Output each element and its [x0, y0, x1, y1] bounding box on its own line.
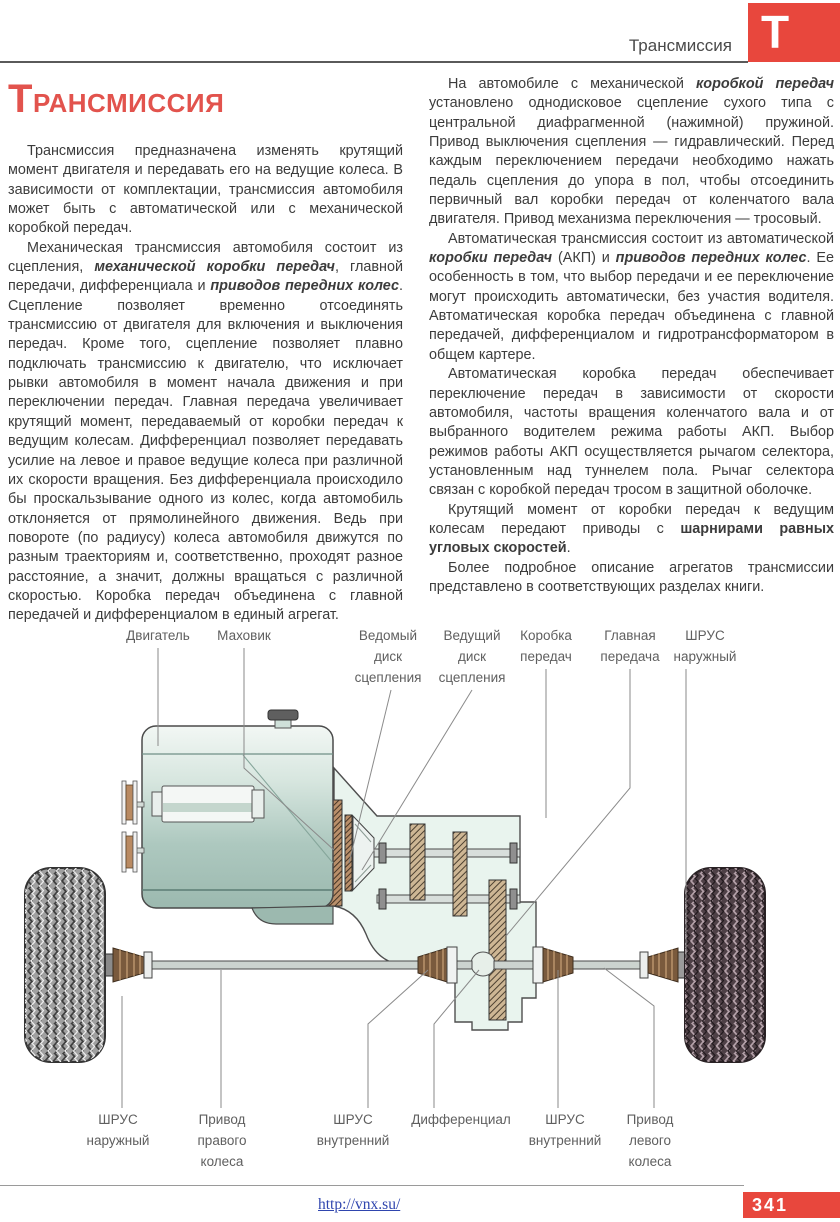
- footer-url-link[interactable]: http://vnx.su/: [318, 1196, 401, 1213]
- diagram-label: ШРУС: [98, 1112, 138, 1127]
- left-column: [8, 142, 403, 626]
- diagram-label: Двигатель: [126, 628, 190, 643]
- drive-flange: [447, 947, 457, 983]
- diagram-label: правого: [197, 1133, 247, 1148]
- diagram-label: Привод: [626, 1112, 674, 1127]
- gearbox-gear: [410, 824, 425, 900]
- diagram-label: наружный: [86, 1133, 150, 1148]
- engine: [122, 710, 333, 924]
- header-section-title: Трансмиссия: [628, 36, 732, 55]
- diagram-label: ШРУС: [333, 1112, 373, 1127]
- diagram-label: внутренний: [528, 1133, 602, 1148]
- diagram-label: Ведущий: [443, 628, 501, 643]
- diagram-label: левого: [628, 1133, 672, 1148]
- diagram-label: диск: [457, 649, 487, 664]
- diagram-label: внутренний: [316, 1133, 390, 1148]
- diagram-label: Главная: [604, 628, 656, 643]
- oil-filler-cap: [268, 710, 298, 720]
- diagram-label: наружный: [673, 649, 737, 664]
- header-rule: [0, 61, 748, 63]
- diagram-label: Дифференциал: [411, 1112, 511, 1127]
- diagram-label: передач: [520, 649, 572, 664]
- axle-shaft-right-wheel: [150, 961, 420, 969]
- drive-flange: [144, 952, 152, 978]
- diagram-label: Ведомый: [358, 628, 418, 643]
- diagram-label: передача: [600, 649, 660, 664]
- diagram-label: Коробка: [520, 628, 572, 643]
- final-drive-gear: [489, 880, 506, 1020]
- paragraph: Автоматическая коробка передач обеспечивает переключение передач в зависимости от скорости автомобиля, частоты вращения коленчатого вала и от выбранного водителем режима работы АКП. Выбор режимов работы АКП осуществляется рычагом селектора, установленным над туннелем пола. Рычаг селектора связан с коробкой передач тросом в защитной оболочке.: [429, 366, 834, 499]
- paragraph: Крутящий момент от коробки передач к ведущим колесам передают приводы с шарнирами равных угловых скоростей.: [429, 501, 834, 557]
- tire-right: [685, 868, 765, 1062]
- right-column: [429, 75, 834, 597]
- drive-flange: [640, 952, 648, 978]
- crank-pulleys: [122, 781, 137, 872]
- paragraph: Более подробное описание агрегатов трансмиссии представлено в соответствующих разделах книги.: [429, 559, 834, 595]
- paragraph: Автоматическая трансмиссия состоит из автоматической коробки передач (АКП) и приводов передних колес. Ее особенность в том, что выбор передачи и ее переключение могут происходить автоматически, без участия водителя. Автоматическая коробка передач объединена с главной передачей, дифференциалом и гидротрансформатором в общем картере.: [429, 230, 834, 363]
- drive-flange: [533, 947, 543, 983]
- diagram-label: диск: [373, 649, 403, 664]
- page-title: ТРАНСМИССИЯ: [8, 77, 225, 121]
- diagram-bottom-labels: [87, 1112, 674, 1169]
- diagram-label: Маховик: [217, 628, 271, 643]
- diagram-label: сцепления: [354, 670, 422, 685]
- drivetrain-diagram: [0, 618, 840, 1178]
- starter-cylinder: [152, 786, 264, 822]
- tire-left: [25, 868, 105, 1062]
- page-number-badge: 341: [743, 1192, 840, 1218]
- paragraph: Механическая трансмиссия автомобиля состоит из сцепления, механической коробки передач, главной передачи, дифференциала и приводов передних колес. Сцепление позволяет временно отсоединять трансмиссию от двигателя для включения и выключения передач. Кроме того, сцепление позволяет плавно подключать трансмиссию к двигателю, что исключает рывки автомобиля в момент начала движения и при переключении передач. Главная передача увеличивает крутящий момент, передаваемый от коробки передач к ведущим колесам. Дифференциал позволяет передавать усилие на левое и правое ведущие колеса при различной их скорости вращения. Без дифференциала происходило бы проскальзывание одного из колес, когда автомобиль отклоняется от прямолинейного движения. Ведь при повороте (по радиусу) колеса автомобиля движутся по разным траекториям и, соответственно, проходят разное расстояние, а значит, должны вращаться с различной скоростью. Коробка передач объединена с главной передачей и дифференциалом в единый агрегат.: [8, 239, 404, 624]
- differential-ball: [471, 952, 495, 976]
- diagram-label: ШРУС: [545, 1112, 585, 1127]
- cv-boot-outer-left: [113, 948, 144, 982]
- diagram-label: Привод: [198, 1112, 246, 1127]
- footer-rule: [0, 1185, 744, 1186]
- diagram-label: ШРУС: [685, 628, 725, 643]
- diagram-label: сцепления: [438, 670, 506, 685]
- diagram-top-labels: [126, 628, 736, 685]
- section-index-tab: Т: [748, 3, 840, 62]
- paragraph: Трансмиссия предназначена изменять крутящий момент двигателя и передавать его на ведущие колеса. В зависимости от комплектации, трансмиссия автомобиля может быть с автоматической или с механической коробкой передач.: [8, 143, 403, 237]
- paragraph: На автомобиле с механической коробкой передач установлено однодисковое сцепление сухого типа с центральной диафрагменной (нажимной) пружиной. Привод выключения сцепления — гидравлический. Перед каждым переключением передачи необходимо нажать педаль сцепления до упора в пол, чтобы отсоединить первичный вал коробки передач от коленчатого вала двигателя. Привод механизма переключения — тросовый.: [429, 76, 834, 228]
- gearbox-gear: [453, 832, 467, 916]
- diagram-label: колеса: [628, 1154, 672, 1169]
- diagram-label: колеса: [200, 1154, 244, 1169]
